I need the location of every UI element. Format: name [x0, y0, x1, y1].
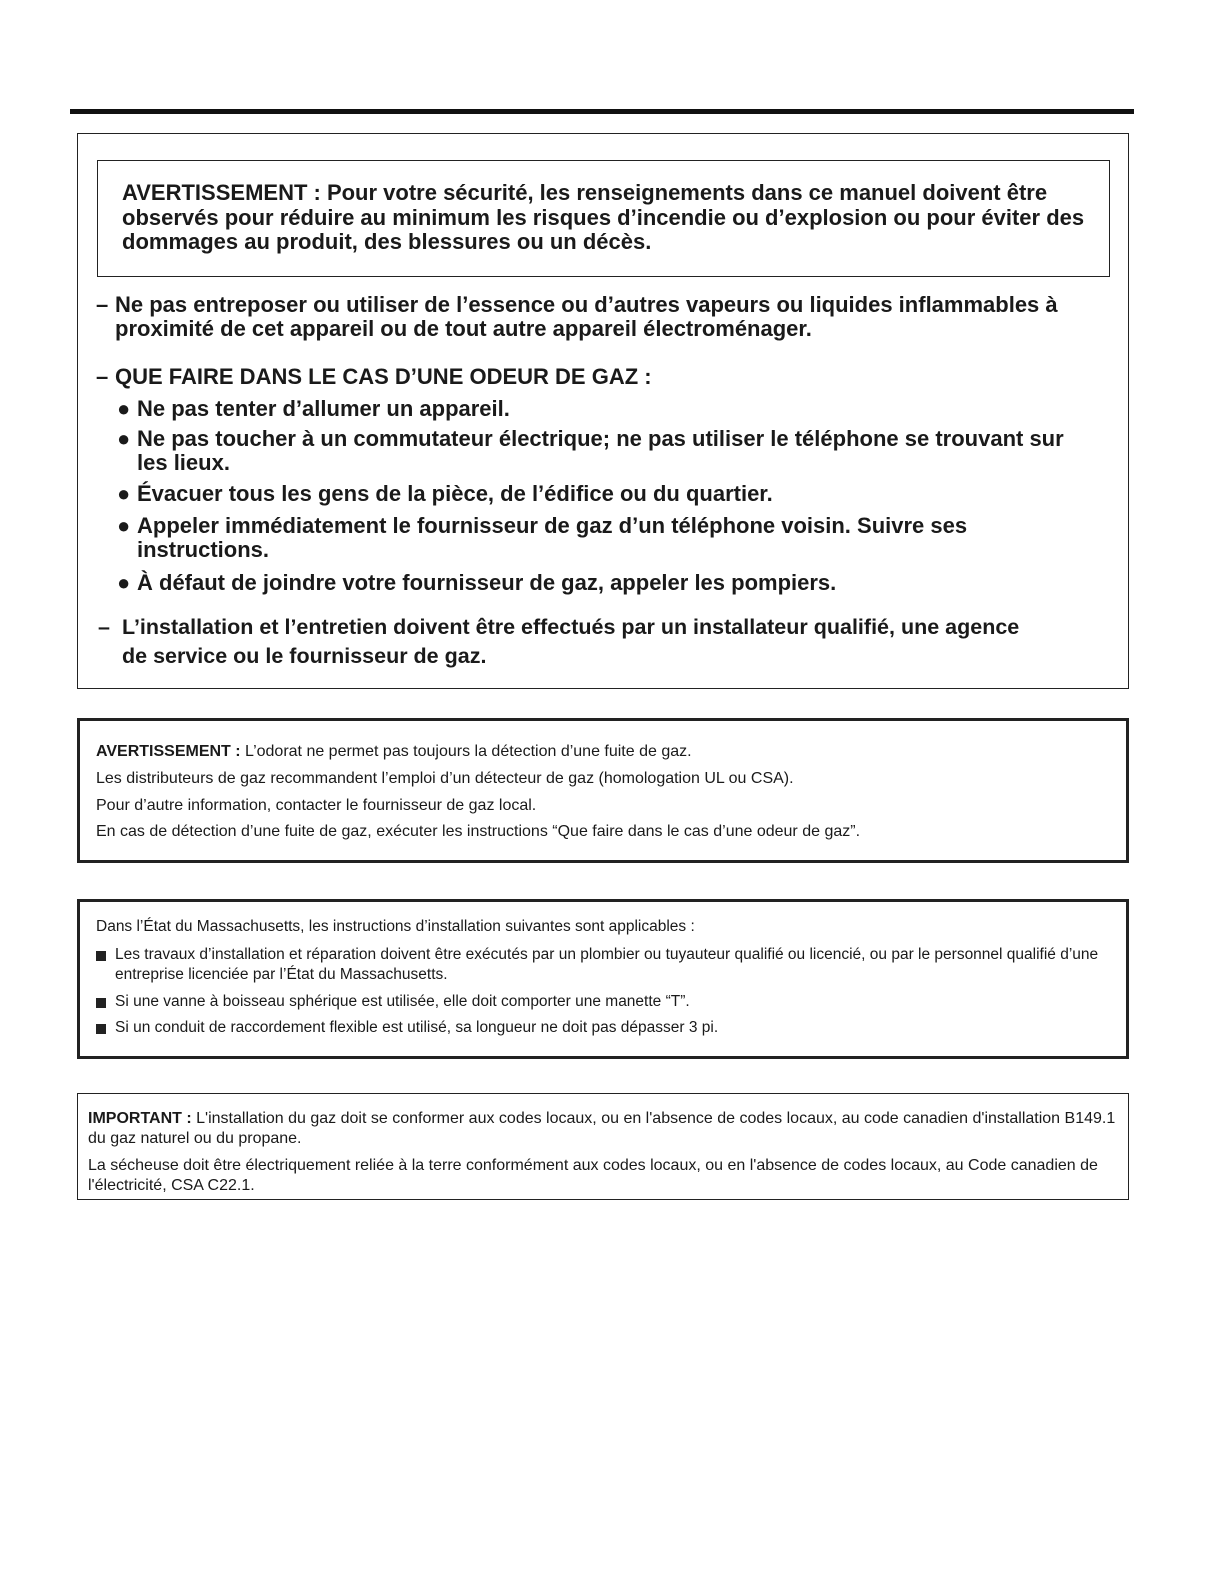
dash-marker: –	[96, 292, 109, 317]
dash-marker: –	[96, 364, 109, 389]
important-box	[77, 1093, 1129, 1200]
gas-detection-line: AVERTISSEMENT : L’odorat ne permet pas toujours la détection d’une fuite de gaz.	[96, 743, 692, 760]
important-paragraph: La sécheuse doit être électriquement reliée à la terre conformément aux codes locaux, ou en l'absence de codes locaux, au Code canadien de l'électricité, CSA C22.1.	[88, 1157, 1098, 1194]
bullet-dot: ●	[117, 570, 131, 595]
warning-item-gas-odor-heading: – QUE FAIRE DANS LE CAS D’UNE ODEUR DE GAZ :	[96, 364, 652, 389]
gas-odor-bullet: ● Ne pas toucher à un commutateur électrique; ne pas utiliser le téléphone se trouvant sur les lieux.	[117, 426, 1064, 475]
bullet-dot: ●	[117, 426, 131, 451]
warning-item-flammables: – Ne pas entreposer ou utiliser de l’essence ou d’autres vapeurs ou liquides inflammables à proximité de cet appareil ou de tout autre appareil électroménager.	[96, 292, 1058, 341]
important-paragraph: IMPORTANT : L'installation du gaz doit se conformer aux codes locaux, ou en l'absence de codes locaux, au code canadien d'installation B149.1 du gaz naturel ou du propane.	[88, 1110, 1116, 1147]
bullet-dot: ●	[117, 481, 131, 506]
warning-header-box	[97, 160, 1110, 277]
gas-detection-box	[77, 718, 1129, 863]
massachusetts-item: Les travaux d’installation et réparation doivent être exécutés par un plombier ou tuyauteur qualifié ou licencié, ou par le personnel qualifié d’une entreprise licenciée par l’État du Massachusetts.	[96, 945, 1106, 985]
massachusetts-item: Si une vanne à boisseau sphérique est utilisée, elle doit comporter une manette “T”.	[96, 992, 1106, 1012]
square-bullet	[96, 951, 106, 961]
safety-warning-block	[77, 133, 1129, 689]
massachusetts-intro: Dans l’État du Massachusetts, les instructions d’installation suivantes sont applicables :	[96, 918, 695, 935]
top-rule	[70, 109, 1134, 114]
warning-item-installation: – L’installation et l’entretien doivent être effectués par un installateur qualifié, une agence de service ou le fournisseur de gaz.	[98, 615, 1020, 668]
bullet-dot: ●	[117, 513, 131, 538]
gas-detection-line: Pour d’autre information, contacter le fournisseur de gaz local.	[96, 797, 537, 814]
warning-header-text: AVERTISSEMENT : Pour votre sécurité, les renseignements dans ce manuel doivent être observés pour réduire au minimum les risques d’incendie ou d’explosion ou pour éviter des dommages au produit, des blessures ou un décès.	[122, 180, 1085, 254]
gas-odor-bullet: ● Évacuer tous les gens de la pièce, de l’édifice ou du quartier.	[117, 481, 773, 506]
bullet-dot: ●	[117, 396, 131, 421]
square-bullet	[96, 1024, 106, 1034]
square-bullet	[96, 998, 106, 1008]
gas-detection-line: Les distributeurs de gaz recommandent l’emploi d’un détecteur de gaz (homologation UL ou CSA).	[96, 770, 794, 787]
gas-detection-line: En cas de détection d’une fuite de gaz, exécuter les instructions “Que faire dans le cas d’une odeur de gaz”.	[96, 823, 861, 840]
massachusetts-box	[77, 899, 1129, 1059]
gas-odor-bullet: ● À défaut de joindre votre fournisseur de gaz, appeler les pompiers.	[117, 570, 837, 595]
massachusetts-item: Si un conduit de raccordement flexible est utilisé, sa longueur ne doit pas dépasser 3 pi.	[96, 1018, 1106, 1038]
dash-marker: –	[98, 615, 110, 639]
gas-odor-bullet: ● Appeler immédiatement le fournisseur de gaz d’un téléphone voisin. Suivre ses instructions.	[117, 513, 968, 562]
gas-odor-bullet: ● Ne pas tenter d’allumer un appareil.	[117, 396, 510, 421]
